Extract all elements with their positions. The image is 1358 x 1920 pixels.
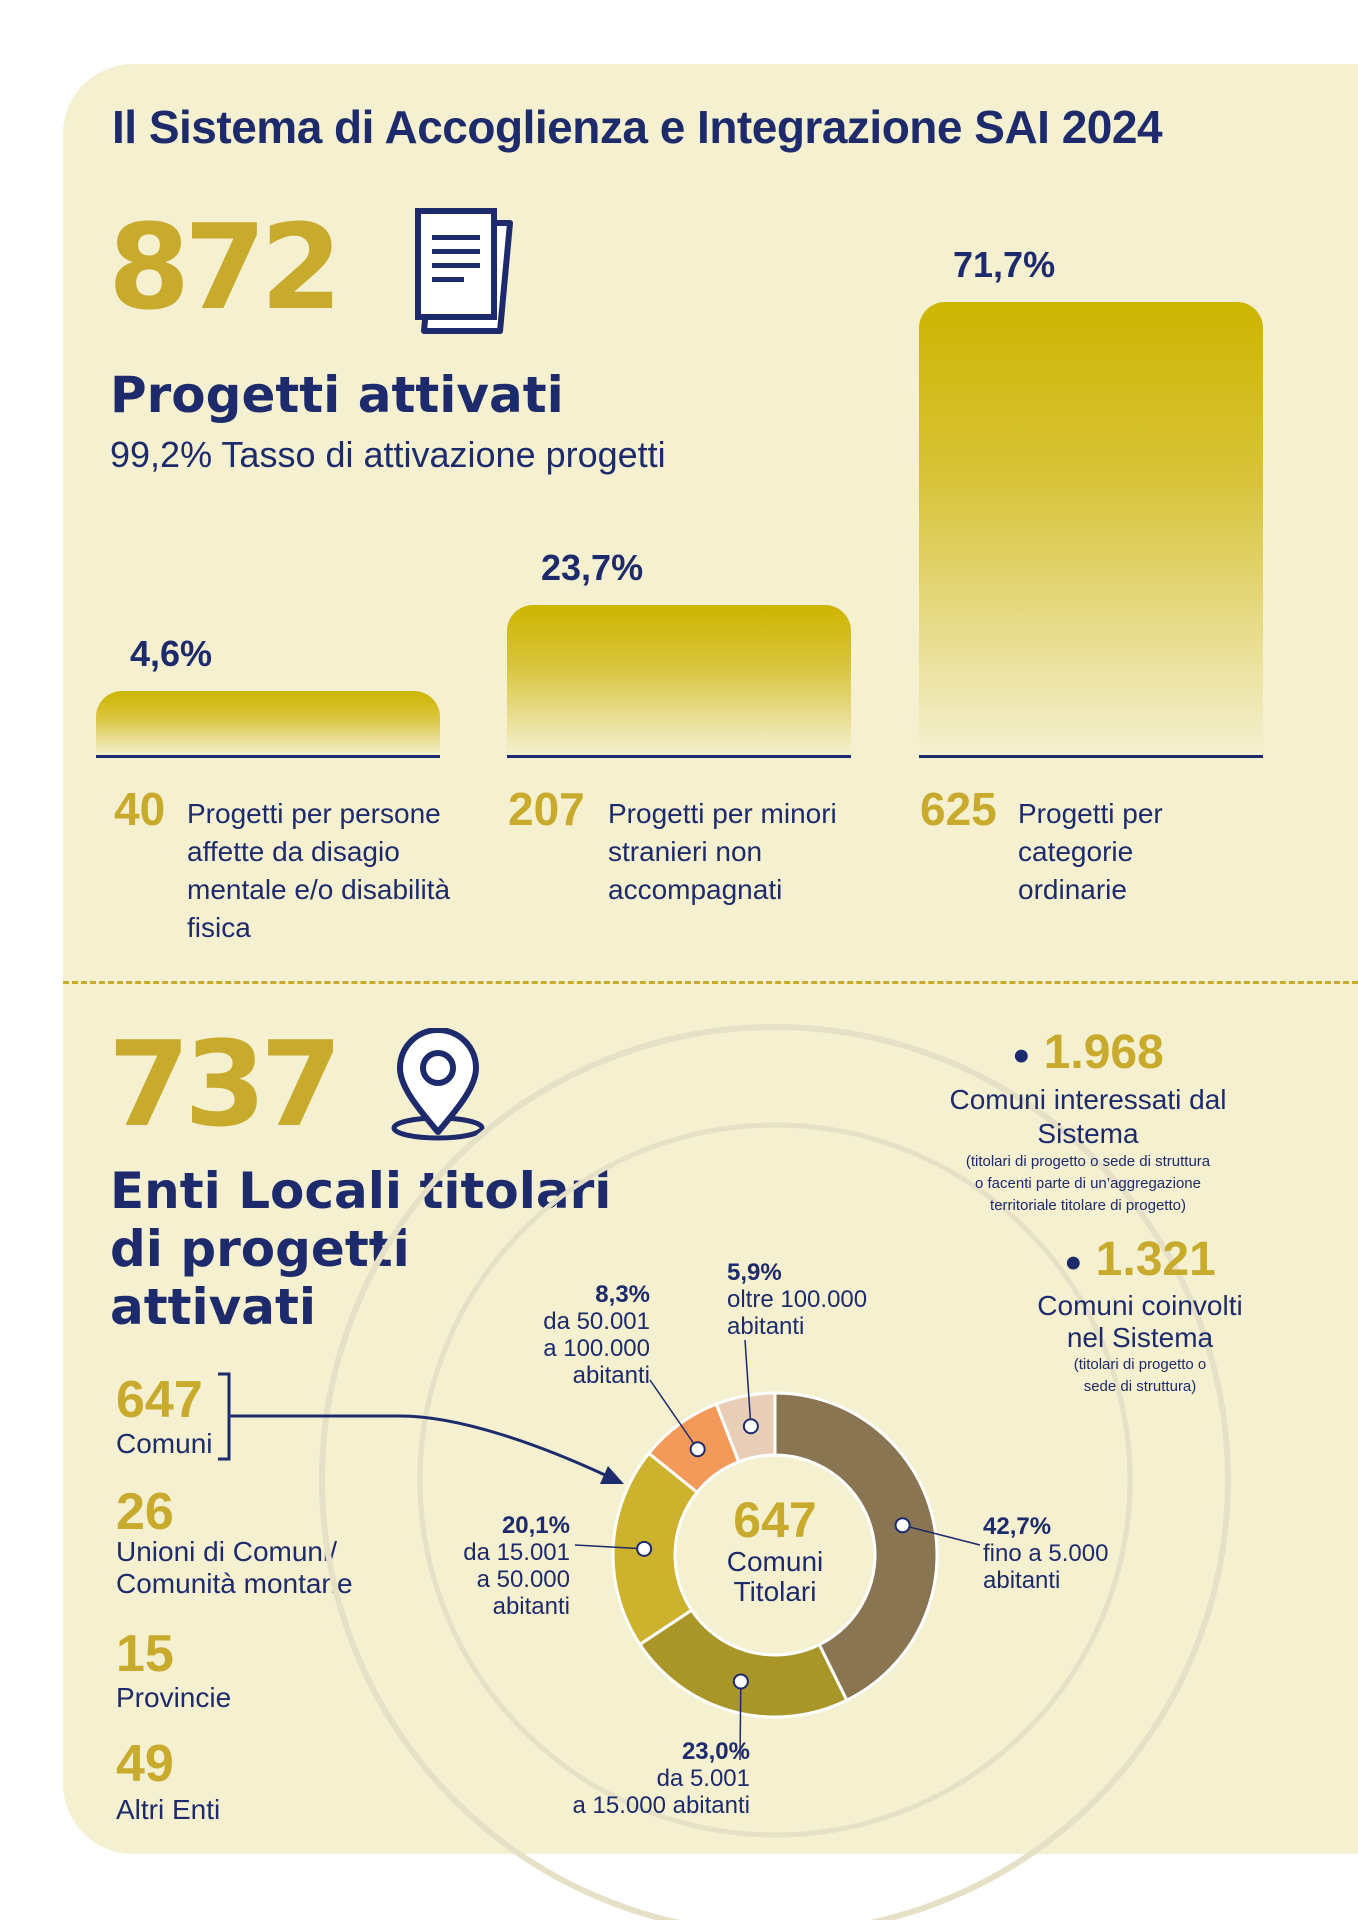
entity-label-provinces: Provincie (116, 1682, 232, 1713)
entities-heading: Enti Locali titolari di progetti attivati (110, 1162, 612, 1336)
donut-center-value: 647 (733, 1492, 817, 1548)
entity-label-other: Altri Enti (116, 1794, 221, 1825)
category-label-disability: Progetti per persone affette da disagio mentale e/o disabilità fisica (187, 798, 451, 943)
category-count-minors: 207 (508, 783, 585, 835)
entity-label-comuni: Comuni (116, 1428, 213, 1459)
category-count-ordinary: 625 (920, 783, 997, 835)
slice-label-fino-5000: 42,7% fino a 5.000 abitanti (983, 1513, 1109, 1594)
bullet-icon: ● (1012, 1038, 1031, 1072)
donut-center-label-1: Comuni (726, 1546, 824, 1577)
entities-total: 737 (108, 1015, 337, 1153)
donut-center (690, 1493, 860, 1607)
comuni-interessati-value: 1.968 (1043, 1026, 1164, 1079)
slice-marker-dot (637, 1542, 651, 1556)
entity-count-comuni: 647 (116, 1371, 203, 1429)
slice-label-oltre-100000: 5,9% oltre 100.000 abitanti (727, 1259, 868, 1340)
comuni-interessati-label: Comuni interessati dal Sistema (949, 1084, 1227, 1150)
projects-total: 872 (108, 198, 337, 336)
comuni-coinvolti-note: (titolari di progetto o sede di struttura) (1073, 1356, 1207, 1396)
slice-label-50001-100000: 8,3% da 50.001 a 100.000 abitanti (543, 1281, 650, 1389)
comuni-interessati (898, 1025, 1278, 1217)
comuni-coinvolti-label: Comuni coinvolti nel Sistema (1037, 1290, 1243, 1354)
slice-marker-dot (896, 1518, 910, 1532)
slice-marker-dot (744, 1419, 758, 1433)
slice-label-15001-50000: 20,1% da 15.001 a 50.000 abitanti (463, 1512, 570, 1620)
bar-value-label-disability: 4,6% (130, 633, 213, 674)
slice-marker-dot (691, 1442, 705, 1456)
entity-count-unions: 26 (116, 1483, 174, 1541)
comuni-coinvolti (1000, 1232, 1280, 1398)
bar-value-label-minors: 23,7% (541, 547, 644, 589)
projects-heading: Progetti attivati (110, 366, 564, 424)
category-label-minors: Progetti per minori stranieri non accompagnati (608, 798, 837, 905)
comuni-coinvolti-value: 1.321 (1095, 1233, 1216, 1286)
entity-label-unions: Unioni di Comuni/ Comunità montane (116, 1536, 353, 1599)
projects-rate: 99,2% Tasso di attivazione progetti (110, 434, 666, 475)
bullet-icon: ● (1064, 1245, 1083, 1279)
slice-marker-dot (734, 1674, 748, 1688)
comuni-interessati-note: (titolari di progetto o sede di struttura o facenti parte di un’aggregazione territoriale titolare di progetto) (965, 1153, 1211, 1215)
entity-count-other: 49 (116, 1735, 174, 1793)
entity-count-provinces: 15 (116, 1625, 174, 1683)
category-label-ordinary: Progetti per categorie ordinarie (1018, 798, 1163, 905)
bar-value-label-ordinary: 71,7% (953, 244, 1056, 285)
donut-center-label-2: Titolari (733, 1576, 817, 1607)
slice-5001-15000 (640, 1610, 847, 1717)
category-count-disability: 40 (114, 783, 166, 835)
page-title: Il Sistema di Accoglienza e Integrazione SAI 2024 (112, 101, 1163, 153)
slice-label-5001-15000: 23,0% da 5.001 a 15.000 abitanti (572, 1738, 750, 1819)
